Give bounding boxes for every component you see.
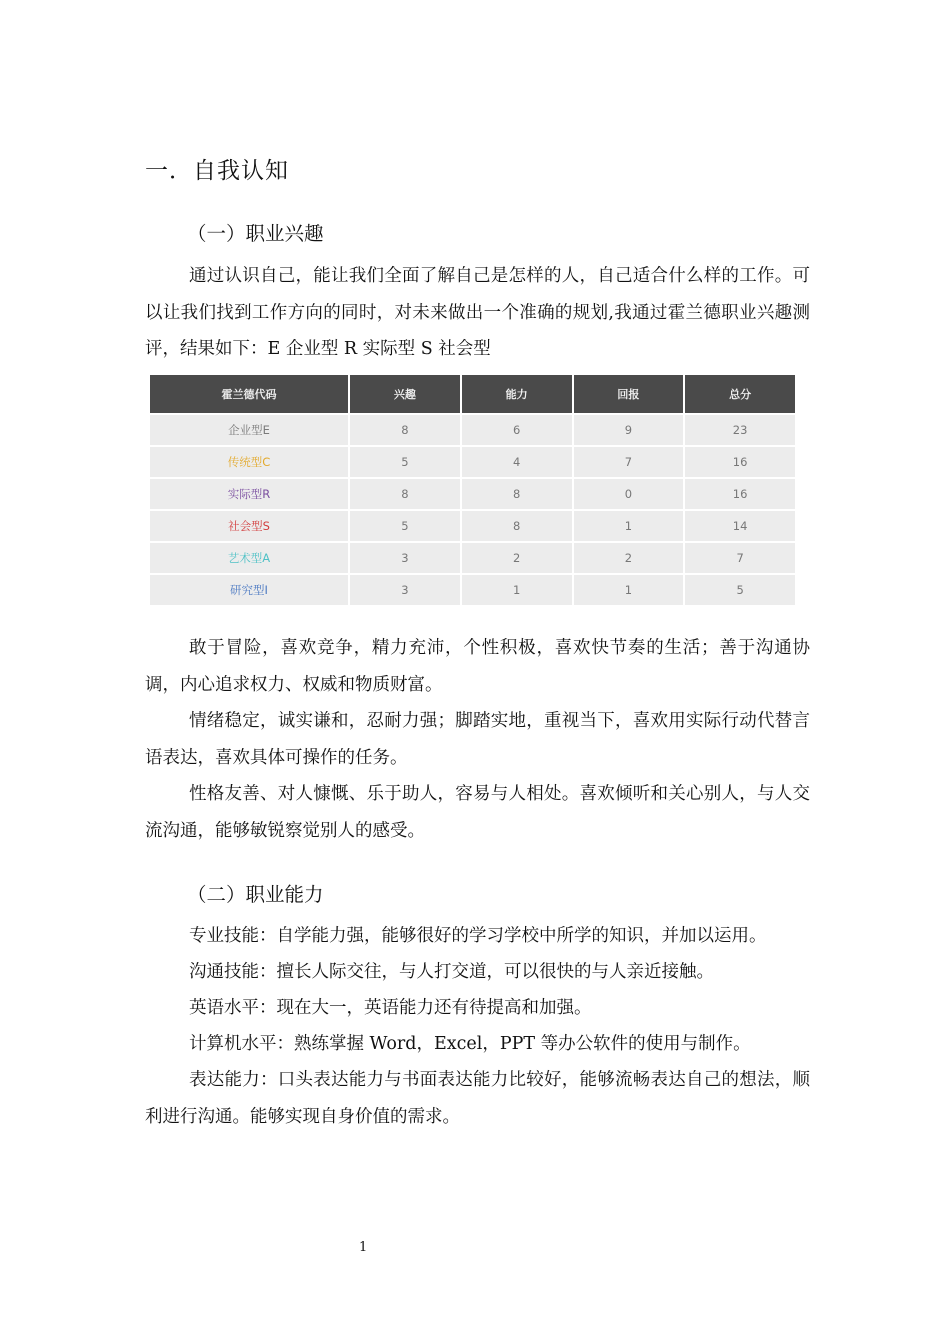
table-row [150, 511, 795, 543]
header-ability: 能力 [462, 375, 572, 415]
communication-skill-line: 沟通技能：擅长人际交往，与人打交道，可以很快的与人亲近接触。 [189, 962, 714, 982]
cell-reward: 0 [574, 479, 684, 511]
cell-code: 艺术型A [150, 543, 348, 575]
expression-ability-paragraph: 表达能力：口头表达能力与书面表达能力比较好，能够流畅表达自己的想法，顺利进行沟通。能够实现自身价值的需求。 [145, 1070, 810, 1127]
cell-interest: 8 [350, 415, 460, 447]
header-reward: 回报 [574, 375, 684, 415]
cell-ability: 6 [462, 415, 572, 447]
holland-code-table [148, 375, 797, 605]
cell-total: 23 [685, 415, 795, 447]
holland-table-image [150, 375, 795, 603]
computer-level-line: 计算机水平：熟练掌握 Word，Excel，PPT 等办公软件的使用与制作。 [189, 1034, 751, 1054]
cell-code: 实际型R [150, 479, 348, 511]
ability-heading: （二）职业能力 [187, 883, 324, 906]
cell-reward: 1 [574, 511, 684, 543]
header-code: 霍兰德代码 [150, 375, 348, 415]
table-row [150, 543, 795, 575]
cell-interest: 8 [350, 479, 460, 511]
header-interest: 兴趣 [350, 375, 460, 415]
cell-ability: 4 [462, 447, 572, 479]
enterprise-type-description: 敢于冒险，喜欢竞争，精力充沛，个性积极，喜欢快节奏的生活；善于沟通协调，内心追求权力、权威和物质财富。 [145, 638, 810, 695]
interest-heading: （一）职业兴趣 [187, 222, 324, 245]
cell-reward: 9 [574, 415, 684, 447]
table-row [150, 479, 795, 511]
cell-interest: 5 [350, 447, 460, 479]
cell-total: 5 [685, 575, 795, 605]
cell-reward: 1 [574, 575, 684, 605]
realistic-type-description: 情绪稳定，诚实谦和，忍耐力强；脚踏实地，重视当下，喜欢用实际行动代替言语表达，喜欢具体可操作的任务。 [145, 711, 810, 768]
cell-total: 14 [685, 511, 795, 543]
section-title: 一．自我认知 [145, 158, 289, 184]
table-header-row [150, 375, 795, 415]
english-level-line: 英语水平：现在大一，英语能力还有待提高和加强。 [189, 998, 592, 1018]
table-row [150, 575, 795, 605]
cell-reward: 7 [574, 447, 684, 479]
cell-code: 研究型I [150, 575, 348, 605]
cell-ability: 8 [462, 479, 572, 511]
cell-total: 16 [685, 447, 795, 479]
page-number: 1 [359, 1240, 368, 1255]
cell-interest: 5 [350, 511, 460, 543]
cell-ability: 1 [462, 575, 572, 605]
cell-ability: 8 [462, 511, 572, 543]
professional-skill-line: 专业技能：自学能力强，能够很好的学习学校中所学的知识，并加以运用。 [189, 926, 767, 946]
cell-code: 传统型C [150, 447, 348, 479]
cell-total: 7 [685, 543, 795, 575]
cell-ability: 2 [462, 543, 572, 575]
social-type-description: 性格友善、对人慷慨、乐于助人，容易与人相处。喜欢倾听和关心别人，与人交流沟通，能够敏锐察觉别人的感受。 [145, 784, 810, 841]
interest-intro-paragraph: 通过认识自己，能让我们全面了解自己是怎样的人，自己适合什么样的工作。可以让我们找到工作方向的同时，对未来做出一个准确的规划,我通过霍兰德职业兴趣测评，结果如下：E 企业型 R 实际型 S 社会型 [145, 266, 810, 359]
cell-interest: 3 [350, 543, 460, 575]
cell-reward: 2 [574, 543, 684, 575]
cell-code: 企业型E [150, 415, 348, 447]
table-row [150, 447, 795, 479]
cell-interest: 3 [350, 575, 460, 605]
cell-total: 16 [685, 479, 795, 511]
table-row [150, 415, 795, 447]
cell-code: 社会型S [150, 511, 348, 543]
header-total: 总分 [685, 375, 795, 415]
